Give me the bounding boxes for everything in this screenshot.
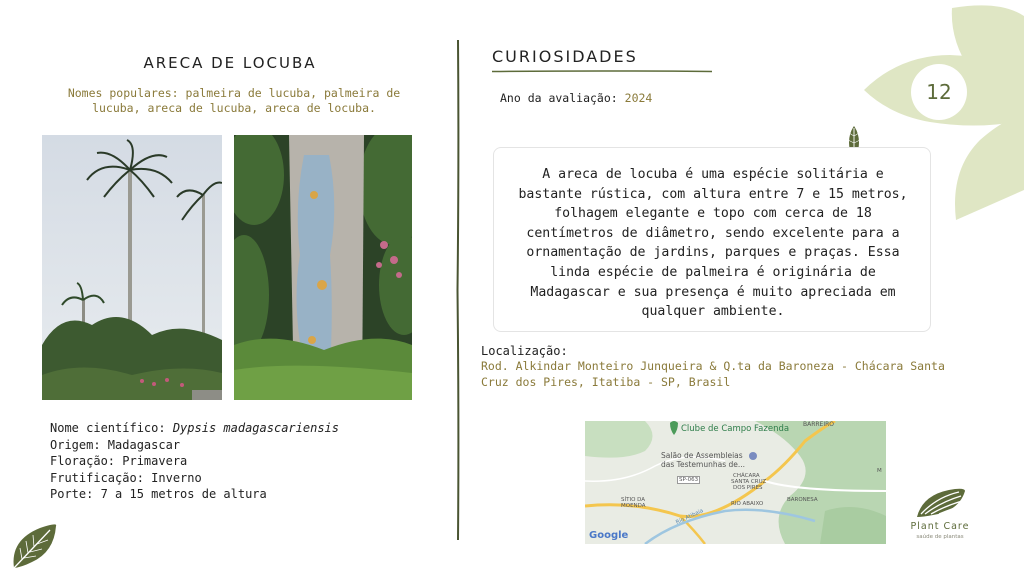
scientific-name [50, 420, 339, 437]
palm-trunk-photo [234, 135, 412, 400]
map-label-sitio-2: MOENDA [621, 503, 646, 509]
map-label-road: SP-063 [679, 477, 699, 483]
origin: Origem: Madagascar [50, 437, 181, 452]
section-title: CURIOSIDADES [492, 47, 638, 66]
map-label-club: Clube de Campo Fazenda [681, 424, 790, 434]
column-divider [456, 40, 460, 540]
map-label-hall-1: Salão de Assembleias [661, 451, 743, 460]
brand-name: Plant Care [910, 521, 970, 532]
map-label-edge: M [877, 468, 882, 474]
location-value: Rod. Alkindar Monteiro Junqueira & Q.ta da Baroneza - Chácara Santa Cruz dos Pires, Itatiba - SP, Brasil [481, 359, 945, 389]
palm-trunk-illustration [234, 135, 412, 400]
map-label-baronesa: BARONESA [787, 497, 818, 503]
plant-care-logo-icon [915, 487, 967, 519]
evaluation-year [500, 91, 652, 105]
plant-title: ARECA DE LOCUBA [143, 54, 317, 72]
palm-tree-photo [42, 135, 222, 400]
scientific-name-label: Nome científico: [50, 421, 166, 435]
palm-tree-illustration [42, 135, 222, 400]
leaf-icon [10, 522, 60, 570]
plant-facts [50, 420, 339, 503]
map-label-sitio-1: SÍTIO DA [621, 497, 646, 503]
popular-names: Nomes populares: palmeira de lucuba, palmeira de lucuba, areca de lucuba, areca de locuba. [67, 86, 401, 115]
title-underline [492, 70, 712, 73]
decorative-leaves-icon [860, 0, 1024, 225]
location-map[interactable] [585, 421, 886, 544]
fruiting: Frutificação: Inverno [50, 470, 202, 485]
description-text: A areca de locuba é uma espécie solitária e bastante rústica, com altura entre 7 e 15 metros, folhagem elegante e topo com cerca de 18 centímetros de diâmetro, sendo excelente para a ornamentação de jardins, parques e praças. Essa linda espécie de palmeira é originária de Madagascar e sua presença é muito apreciada em qualquer ambiente. [518, 167, 908, 320]
map-label-barreiro: BARREIRO [803, 421, 835, 428]
year-value: 2024 [624, 91, 653, 105]
map-label-river: Rio Atibaia [675, 508, 705, 526]
year-label: Ano da avaliação: [500, 91, 618, 105]
map-label-rio-abaixo: RIO ABAIXO [731, 501, 764, 507]
map-label-hall-2: das Testemunhas de... [661, 460, 746, 469]
brand-tagline: saúde de plantas [916, 534, 964, 540]
map-label-chacara-1: CHÁCARA [733, 473, 760, 479]
map-label-chacara-3: DOS PIRES [733, 485, 763, 491]
scientific-name-value: Dypsis madagascariensis [172, 421, 339, 435]
location-label: Localização: [481, 344, 568, 358]
flowering: Floração: Primavera [50, 454, 188, 468]
map-label-chacara-2: SANTA CRUZ [731, 479, 767, 485]
page-number: 12 [926, 80, 952, 104]
google-logo: Google [589, 530, 629, 541]
size: Porte: 7 a 15 metros de altura [50, 487, 267, 501]
